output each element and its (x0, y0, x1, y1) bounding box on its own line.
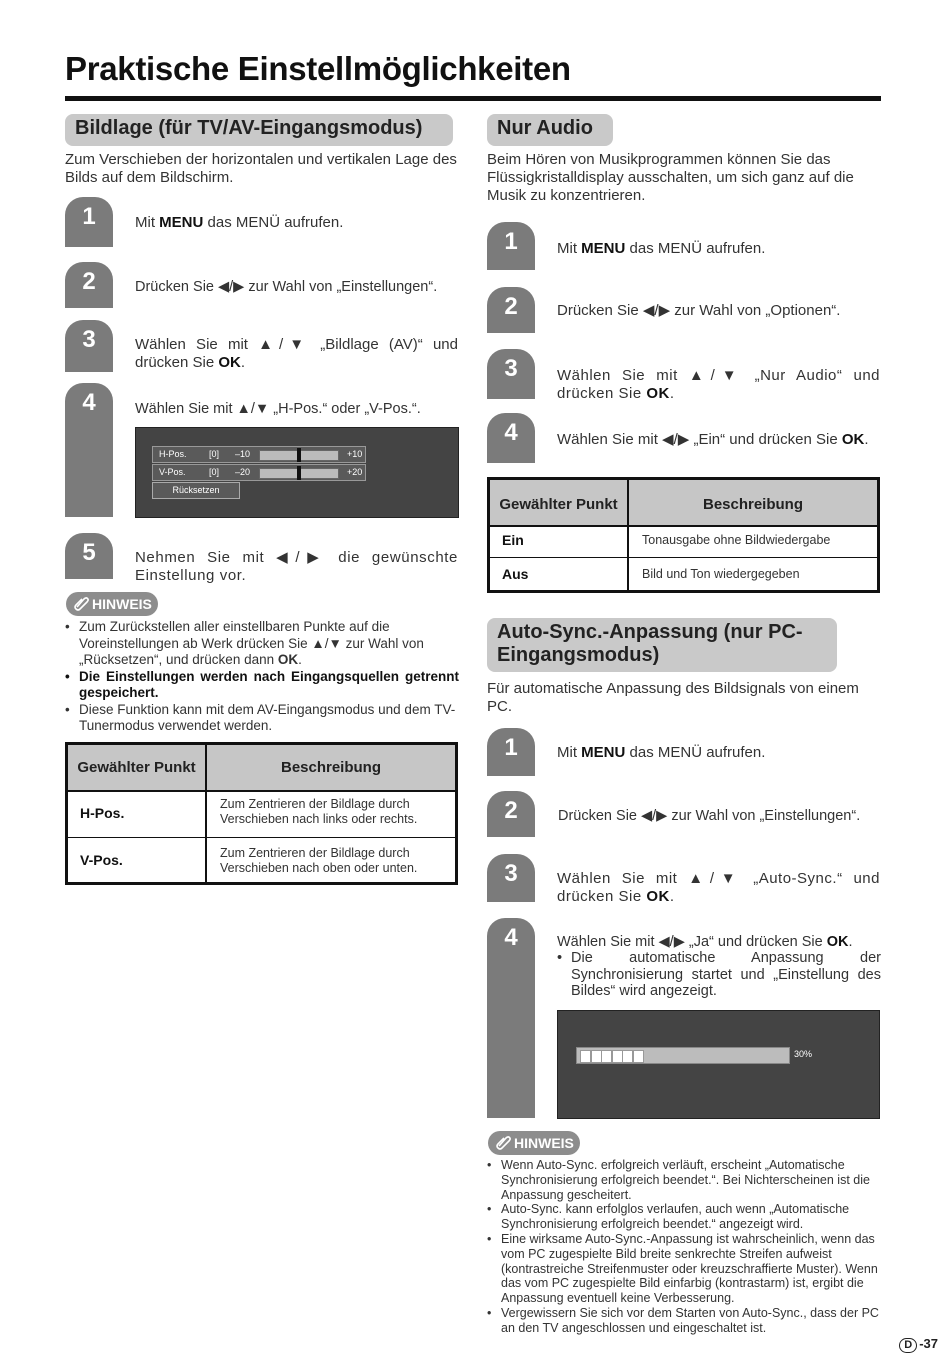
intro-auto-sync: Für automatische Anpassung des Bildsignals von einem PC. (487, 680, 859, 715)
progress-segment (622, 1050, 633, 1063)
step-text: Nehmen Sie mit ◀/▶ die gewünschte Einstellung vor. (135, 549, 458, 584)
note-item: • Wenn Auto-Sync. erfolgreich verläuft, erscheint „Automatische Synchronisierung erfolgreich beendet.“. Bei Nichterscheinen ist die Anpassung gescheitert. (487, 1158, 881, 1202)
intro-nur-audio: Beim Hören von Musikprogrammen können Sie das Flüssigkristalldisplay ausschalten, um sich ganz auf die Musik zu konzentrieren. (487, 151, 854, 204)
step-badge: 1 (65, 197, 113, 247)
table-col1-header: Gewählter Punkt (499, 496, 618, 513)
step-text: Wählen Sie mit ▲/▼ „Nur Audio“ und drücken Sie OK. (557, 367, 880, 402)
paperclip-icon (494, 1133, 512, 1151)
table-col1-header: Gewählter Punkt (77, 759, 196, 776)
progress-screen (557, 1010, 880, 1119)
note-item: • Diese Funktion kann mit dem AV-Eingangsmodus und dem TV-Tunermodus verwendet werden. (65, 702, 459, 735)
step-badge: 2 (487, 791, 535, 837)
step-badge: 4 (487, 413, 535, 463)
hinweis-badge: HINWEIS (66, 592, 158, 616)
note-item: • Eine wirksame Auto-Sync.-Anpassung ist wahrscheinlich, wenn das vom PC zugespielte Bild breite senkrechte Streifen aufweist (kontrastreiche Streifenmuster oder kreuzschraffierte Muster). Wenn das vom PC zugespielte Bild einfarbig (kontrastarm) ist, ergibt die Anpassung eventuell keine Verbesserung. (487, 1232, 881, 1306)
osd-row-vpos: V-Pos. [0] –20 +20 (152, 464, 366, 481)
table-row-key: V-Pos. (80, 852, 123, 868)
table-col2-header: Beschreibung (280, 759, 382, 776)
paperclip-icon (72, 594, 90, 612)
step-badge: 3 (487, 854, 535, 902)
table-row-key: H-Pos. (80, 805, 125, 821)
progress-segment (601, 1050, 612, 1063)
step-text: Wählen Sie mit ▲/▼ „Bildlage (AV)“ und drücken Sie OK. (135, 336, 458, 371)
note-item: • Die automatische Anpassung der Synchronisierung startet und „Einstellung des Bildes“ wird angezeigt. (557, 950, 881, 1000)
step-badge: 2 (65, 262, 113, 308)
step-text: Wählen Sie mit ◀/▶ „Ja“ und drücken Sie OK. (557, 934, 853, 950)
table-row-divider (68, 837, 455, 838)
step-text: Mit MENU das MENÜ aufrufen. (557, 744, 766, 761)
table-col2-header: Beschreibung (702, 496, 804, 513)
osd-screen (135, 427, 459, 518)
table-row-key: Ein (502, 532, 524, 548)
progress-segment (633, 1050, 644, 1063)
note-item: • Vergewissern Sie sich vor dem Starten von Auto-Sync., dass der PC an den TV angeschlossen und eingeschaltet ist. (487, 1306, 881, 1336)
table-row-value: Bild und Ton wiedergegeben (642, 567, 800, 581)
section-title-bildlage: Bildlage (für TV/AV-Eingangsmodus) (65, 114, 453, 146)
section-title-nur-audio: Nur Audio (487, 114, 613, 146)
step-badge: 3 (487, 349, 535, 399)
title-rule (65, 96, 881, 101)
slider-knob[interactable] (297, 448, 301, 462)
page-title: Praktische Einstellmöglichkeiten (65, 50, 571, 87)
notes-list (65, 619, 459, 735)
h-pos-slider[interactable] (259, 450, 339, 461)
step-text: Drücken Sie ◀/▶ zur Wahl von „Optionen“. (557, 302, 841, 319)
step-badge: 4 (65, 383, 113, 517)
reset-button[interactable]: Rücksetzen (152, 482, 240, 499)
v-pos-slider[interactable] (259, 468, 339, 479)
step-text: Wählen Sie mit ▲/▼ „H-Pos.“ oder „V-Pos.“. (135, 401, 421, 417)
step-badge: 2 (487, 287, 535, 333)
table-row-value: Zum Zentrieren der Bildlage durch Verschieben nach links oder rechts. (220, 797, 418, 826)
table-bildlage (65, 742, 458, 885)
language-marker: D (899, 1338, 917, 1353)
note-item: • Zum Zurückstellen aller einstellbaren Punkte auf die Voreinstellungen ab Werk drücken Sie ▲/▼ zur Wahl von „Rücksetzen“, und drücken dann OK. (65, 619, 459, 669)
step-text: Drücken Sie ◀/▶ zur Wahl von „Einstellungen“. (135, 279, 438, 295)
step-badge: 4 (487, 918, 535, 1118)
table-nur-audio (487, 477, 880, 593)
step-badge: 3 (65, 320, 113, 372)
osd-row-hpos: H-Pos. [0] –10 +10 (152, 446, 366, 463)
table-row-value: Zum Zentrieren der Bildlage durch Verschieben nach oben oder unten. (220, 846, 418, 875)
step-text: Drücken Sie ◀/▶ zur Wahl von „Einstellungen“. (558, 808, 861, 824)
progress-segment (580, 1050, 591, 1063)
step-badge: 5 (65, 533, 113, 579)
progress-segment (591, 1050, 602, 1063)
progress-segment (612, 1050, 623, 1063)
table-row-value: Tonausgabe ohne Bildwiedergabe (642, 533, 831, 547)
intro-bildlage: Zum Verschieben der horizontalen und vertikalen Lage des Bilds auf dem Bildschirm. (65, 151, 457, 186)
note-item: • Die Einstellungen werden nach Eingangsquellen getrennt gespeichert. (65, 669, 459, 702)
table-row-key: Aus (502, 566, 529, 582)
step4-note (557, 950, 881, 1000)
hinweis-badge: HINWEIS (488, 1131, 580, 1155)
progress-bar (576, 1047, 790, 1064)
progress-label: 30% (794, 1049, 813, 1059)
step-badge: 1 (487, 728, 535, 776)
slider-knob[interactable] (297, 466, 301, 480)
step-text: Wählen Sie mit ◀/▶ „Ein“ und drücken Sie OK. (557, 431, 869, 448)
notes-list (487, 1158, 881, 1336)
step-text: Wählen Sie mit ▲/▼ „Auto-Sync.“ und drücken Sie OK. (557, 870, 880, 905)
page-number: D -37 (899, 1336, 938, 1353)
table-row-divider (490, 557, 877, 558)
step-text: Mit MENU das MENÜ aufrufen. (557, 240, 766, 257)
step-text: Mit MENU das MENÜ aufrufen. (135, 214, 344, 231)
section-title-auto-sync: Auto-Sync.-Anpassung (nur PC- Eingangsmodus) (487, 618, 837, 672)
note-item: • Auto-Sync. kann erfolglos verlaufen, auch wenn „Automatische Synchronisierung erfolgreich beendet.“ angezeigt wird. (487, 1202, 881, 1232)
step-badge: 1 (487, 222, 535, 270)
